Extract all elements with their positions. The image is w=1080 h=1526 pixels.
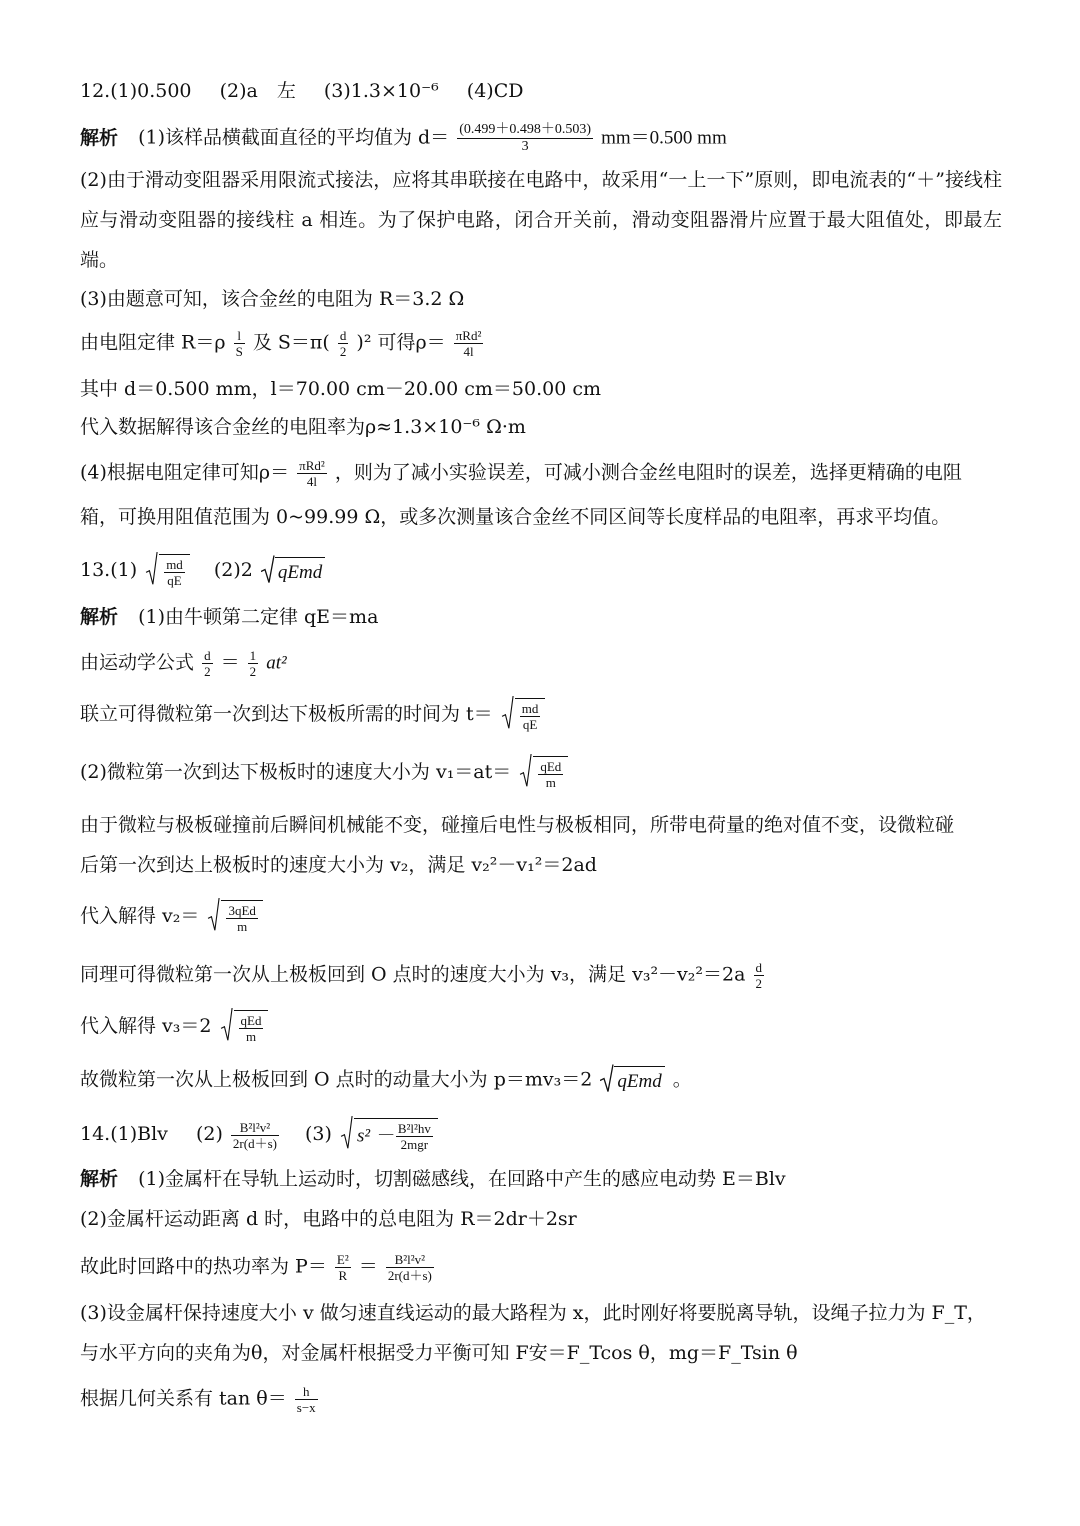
q14-answer-2-label: (2) bbox=[195, 1123, 223, 1145]
q12-frac3-den: 4l bbox=[463, 344, 474, 359]
q12-text-6: 代入数据解得该合金丝的电阻率为ρ≈1.3×10⁻⁶ Ω·m bbox=[80, 416, 526, 438]
q13-ans-frac-den: qE bbox=[167, 573, 182, 588]
q13-v3-line bbox=[80, 1010, 1002, 1044]
q13-d-over-2 bbox=[202, 648, 213, 679]
q13-ans-frac-num: md bbox=[166, 557, 183, 572]
q12-avg-fraction bbox=[457, 122, 593, 155]
q14-answer-3-sqrt bbox=[340, 1118, 438, 1152]
q12-l-over-s bbox=[234, 328, 245, 359]
q14-a2-den: 2r(d＋s) bbox=[232, 1135, 277, 1151]
radical-sign-icon bbox=[340, 1116, 354, 1150]
q14-tan-frac bbox=[295, 1384, 318, 1415]
q12-frac3-num: πRd² bbox=[455, 328, 482, 343]
q12-d-over-2 bbox=[338, 328, 349, 359]
q14-e2-over-r bbox=[335, 1252, 351, 1283]
q12-text-7b: ，则为了减小实验误差，可减小测合金丝电阻时的误差，选择更精确的电阻 bbox=[334, 461, 962, 484]
q12-text-7c: 箱，可换用阻值范围为 0~99.99 Ω，或多次测量该合金丝不同区间等长度样品的电阻率，再求平均值。 bbox=[80, 506, 951, 528]
q14-power-line bbox=[80, 1252, 1002, 1283]
q12-frac2-num: d bbox=[339, 328, 347, 343]
q13-v3-den: m bbox=[245, 1029, 257, 1044]
q13-momentum-line bbox=[80, 1066, 1002, 1095]
q13-one-half bbox=[248, 648, 259, 679]
q12-paragraph-7-line-1 bbox=[80, 458, 1002, 489]
radical-sign-icon bbox=[220, 1008, 234, 1042]
q12-text-1: (1)该样品横截面直径的平均值为 d＝ bbox=[138, 126, 450, 149]
q12-analysis-line-1 bbox=[80, 122, 1002, 155]
q12-text-4b: 及 S＝π( bbox=[252, 331, 330, 354]
q14-tan-num: h bbox=[295, 1384, 318, 1400]
q13-answer-2-sqrt bbox=[261, 557, 325, 586]
q12-rho-fraction bbox=[454, 328, 484, 359]
q13-v3-relation-line bbox=[80, 960, 1002, 991]
q14-f1-den: R bbox=[338, 1268, 348, 1283]
q13-v2-line bbox=[80, 900, 1002, 934]
q12-avg-numerator: (0.499＋0.498＋0.503) bbox=[459, 122, 592, 137]
q13-answer-line bbox=[80, 554, 1002, 588]
q14-f2-den: 2r(d＋s) bbox=[387, 1268, 432, 1283]
q13-v2-sqrt bbox=[207, 900, 262, 934]
q13-momentum-sqrt bbox=[600, 1066, 664, 1095]
q13-sqrt-qemd: qEmd bbox=[275, 557, 325, 586]
q13-analysis-line-1 bbox=[80, 604, 1002, 630]
q13-answer-2: (2)2 bbox=[213, 559, 253, 581]
q13-answer-1-sqrt bbox=[145, 554, 190, 588]
q14-a3-den: 2mgr bbox=[400, 1137, 429, 1152]
q14-analysis-line-1 bbox=[80, 1166, 1002, 1192]
q13-text-6: 后第一次到达上极板时的速度大小为 v₂，满足 v₂²－v₁²＝2ad bbox=[80, 854, 597, 876]
q14-answer-3-label: (3) bbox=[305, 1123, 332, 1145]
q12-answer-4: (4)CD bbox=[466, 80, 524, 102]
radical-sign-icon bbox=[207, 898, 221, 932]
q12-frac4-num: πRd² bbox=[299, 458, 325, 473]
q14-equals: ＝ bbox=[358, 1255, 378, 1278]
q13-text-10-end: 。 bbox=[672, 1068, 692, 1091]
radical-sign-icon bbox=[600, 1064, 614, 1093]
q14-f1-num: E² bbox=[336, 1252, 349, 1267]
q12-resistance-law-line bbox=[80, 328, 1002, 359]
q12-frac1-num: l bbox=[234, 328, 245, 344]
q14-text-4: (3)设金属杆保持速度大小 v 做匀速直线运动的最大路程为 x，此时刚好将要脱离导轨，设绳子拉力为 F_T， bbox=[80, 1302, 986, 1324]
q13-text-2a: 由运动学公式 bbox=[80, 651, 195, 674]
q14-text-1: (1)金属杆在导轨上运动时，切割磁感线，在回路中产生的感应电动势 E＝Blv bbox=[138, 1168, 786, 1190]
q14-text-5: 与水平方向的夹角为θ，对金属杆根据受力平衡可知 F安＝F_Tcos θ，mg＝F_Tsin θ bbox=[80, 1342, 798, 1364]
q13-v3-sqrt bbox=[220, 1010, 269, 1044]
q12-frac2-den: 2 bbox=[339, 344, 347, 359]
q13-text-10: 故微粒第一次从上极板回到 O 点时的动量大小为 p＝mv₃＝2 bbox=[80, 1068, 593, 1091]
q13-text-9: 代入解得 v₃＝2 bbox=[80, 1015, 212, 1037]
q13-kinematics-line bbox=[80, 648, 1002, 679]
q13-v1-den: m bbox=[545, 775, 556, 790]
q13-v2-num: 3qEd bbox=[228, 903, 256, 918]
radical-sign-icon bbox=[501, 696, 515, 730]
q14-text-2: (2)金属杆运动距离 d 时，电路中的总电阻为 R＝2dr＋2sr bbox=[80, 1208, 577, 1230]
q14-f2-num: B²l²v² bbox=[386, 1252, 434, 1268]
q12-text-5: 其中 d＝0.500 mm，l＝70.00 cm－20.00 cm＝50.00 cm bbox=[80, 378, 602, 400]
q13-f2-num: 1 bbox=[249, 648, 257, 663]
q13-jiexi-label: 解析 bbox=[80, 606, 119, 628]
q14-power-frac bbox=[386, 1252, 434, 1283]
radical-sign-icon bbox=[145, 552, 159, 586]
q13-momentum-sqrt-body: qEmd bbox=[614, 1066, 664, 1095]
q13-time-sqrt bbox=[501, 698, 546, 732]
q14-tan-den: s−x bbox=[296, 1400, 316, 1415]
q13-f8-den: 2 bbox=[755, 976, 762, 991]
q13-f2-den: 2 bbox=[249, 664, 257, 679]
q14-answer-line bbox=[80, 1118, 1002, 1152]
q12-text-3: (3)由题意可知，该合金丝的电阻为 R＝3.2 Ω bbox=[80, 288, 465, 310]
q12-text-4a: 由电阻定律 R＝ρ bbox=[80, 331, 226, 354]
q13-t-den: qE bbox=[522, 717, 538, 732]
q13-v1-sqrt bbox=[519, 756, 568, 790]
q13-text-8: 同理可得微粒第一次从上极板回到 O 点时的速度大小为 v₃，满足 v₃²－v₂²＝2a bbox=[80, 963, 746, 986]
q13-text-7: 代入解得 v₂＝ bbox=[80, 905, 200, 927]
q14-answer-1: 14.(1)Blv bbox=[80, 1123, 168, 1145]
q13-time-line bbox=[80, 698, 1002, 732]
q12-text-4c: )² 可得ρ＝ bbox=[356, 331, 446, 354]
q13-text-4: (2)微粒第一次到达下极板时的速度大小为 v₁＝at＝ bbox=[80, 761, 512, 783]
q14-answer-2-frac bbox=[231, 1120, 279, 1151]
q12-text-7a: (4)根据电阻定律可知ρ＝ bbox=[80, 461, 290, 484]
q13-v2-den: m bbox=[237, 919, 248, 934]
radical-sign-icon bbox=[261, 555, 275, 584]
q14-a3-num: B²l²hv bbox=[397, 1121, 431, 1136]
q13-t-num: md bbox=[521, 701, 539, 716]
q12-avg-denominator: 3 bbox=[521, 139, 529, 154]
q14-a2-num: B²l²v² bbox=[231, 1120, 279, 1136]
q13-answer-1: 13.(1) bbox=[80, 559, 138, 581]
q12-text-1-tail: mm＝0.500 mm bbox=[601, 127, 727, 149]
q14-text-6: 根据几何关系有 tan θ＝ bbox=[80, 1387, 287, 1410]
q14-a3-pre: s² － bbox=[356, 1125, 394, 1147]
q14-text-3: 故此时回路中的热功率为 P＝ bbox=[80, 1255, 327, 1278]
q13-at-squared: at² bbox=[266, 652, 287, 674]
q13-text-1: (1)由牛顿第二定律 qE＝ma bbox=[138, 606, 379, 628]
q12-frac1-den: S bbox=[235, 344, 243, 359]
q12-jiexi-label: 解析 bbox=[80, 126, 119, 149]
q13-f8-num: d bbox=[755, 960, 762, 975]
q14-geometry-line bbox=[80, 1384, 1002, 1415]
q13-d-over-2-b bbox=[754, 960, 765, 991]
q13-equals: ＝ bbox=[220, 651, 240, 674]
q13-text-5: 由于微粒与极板碰撞前后瞬间机械能不变，碰撞后电性与极板相同，所带电荷量的绝对值不变，设微粒碰 bbox=[80, 814, 955, 836]
q13-text-3: 联立可得微粒第一次到达下极板所需的时间为 t＝ bbox=[80, 703, 493, 725]
q13-v1-num: qEd bbox=[540, 759, 562, 774]
q12-paragraph-2: (2)由于滑动变阻器采用限流式接法，应将其串联接在电路中，故采用“一上一下”原则，即电流表的“＋”接线柱应与滑动变阻器的接线柱 a 相连。为了保护电路，闭合开关前，滑动变阻器滑片应置于最大阻值处，即最左端。 bbox=[80, 169, 1002, 271]
q13-v1-line bbox=[80, 756, 1002, 790]
q13-f1-den: 2 bbox=[204, 664, 211, 679]
q12-answer-3: (3)1.3×10⁻⁶ bbox=[323, 80, 439, 102]
q12-answer-1: 12.(1)0.500 bbox=[80, 80, 192, 102]
q12-answer-2: (2)a 左 bbox=[219, 80, 296, 102]
q13-f1-num: d bbox=[204, 648, 211, 663]
q12-answer-line bbox=[80, 78, 1002, 104]
q12-rho-fraction-2 bbox=[297, 458, 327, 489]
q14-jiexi-label: 解析 bbox=[80, 1168, 119, 1190]
q13-v3-num: qEd bbox=[240, 1013, 262, 1028]
q12-frac4-den: 4l bbox=[306, 474, 318, 489]
radical-sign-icon bbox=[519, 754, 533, 788]
